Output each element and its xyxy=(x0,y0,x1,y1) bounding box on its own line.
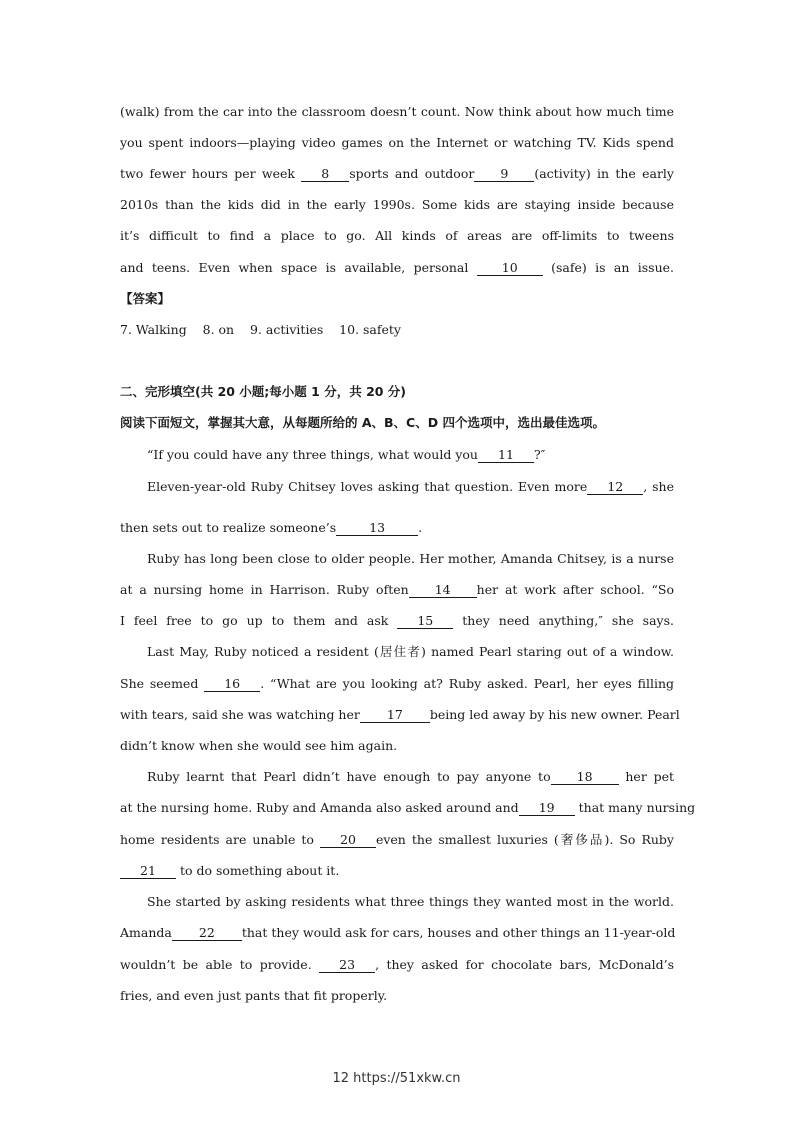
text-segment: they need anything,″ she says. xyxy=(453,613,675,628)
blank-18: 18 xyxy=(551,770,619,785)
text-segment: with tears, said she was watching her xyxy=(120,707,360,722)
passage-line: Last May, Ruby noticed a resident (居住者) named Pearl staring out of a window. xyxy=(147,644,674,659)
passage-line: you spent indoors—playing video games on the Internet or watching TV. Kids spend xyxy=(120,135,674,150)
blank-20: 20 xyxy=(320,833,376,848)
passage-line xyxy=(120,707,680,723)
passage-line xyxy=(120,832,674,848)
text-segment: She seemed xyxy=(120,676,205,691)
blank-15: 15 xyxy=(397,614,453,629)
section-instruction: 阅读下面短文，掌握其大意，从每题所给的 A、B、C、D 四个选项中，选出最佳选项。 xyxy=(120,415,605,430)
blank-19: 19 xyxy=(519,801,575,816)
passage-line xyxy=(120,925,674,941)
passage-line xyxy=(120,863,674,879)
passage-line: Ruby has long been close to older people. Her mother, Amanda Chitsey, is a nurse xyxy=(147,551,674,566)
blank-13: 13 xyxy=(336,521,418,536)
text-segment: Amanda xyxy=(120,925,172,940)
text-segment: home residents are unable to xyxy=(120,832,320,847)
text-segment: ?″ xyxy=(533,447,546,462)
text-segment: I feel free to go up to them and ask xyxy=(120,613,398,628)
passage-line xyxy=(120,582,674,598)
blank-21: 21 xyxy=(120,864,176,879)
text-segment: then sets out to realize someone’s xyxy=(120,520,337,535)
passage-line: (walk) from the car into the classroom doesn’t count. Now think about how much time xyxy=(120,104,674,119)
section-heading: 二、完形填空(共 20 小题;每小题 1 分，共 20 分) xyxy=(120,384,407,399)
text-segment: sports and outdoor xyxy=(349,166,475,181)
passage-line: 2010s than the kids did in the early 1990s. Some kids are staying inside because xyxy=(120,197,674,212)
passage-line: fries, and even just pants that fit properly. xyxy=(120,988,388,1003)
text-segment: (safe) is an issue. xyxy=(542,260,674,275)
passage-line xyxy=(120,520,674,536)
blank-17: 17 xyxy=(360,708,430,723)
passage-line xyxy=(147,769,674,785)
passage-line: She started by asking residents what three things they wanted most in the world. xyxy=(147,894,674,909)
blank-14: 14 xyxy=(409,583,477,598)
text-segment: that they would ask for cars, houses and other things an 11-year-old xyxy=(241,925,676,940)
blank-22: 22 xyxy=(172,926,242,941)
text-segment: at a nursing home in Harrison. Ruby often xyxy=(120,582,409,597)
passage-line xyxy=(120,800,696,816)
blank-12: 12 xyxy=(587,480,643,495)
text-segment: even the smallest luxuries (奢侈品). So Ruby xyxy=(375,832,674,847)
text-segment: her pet xyxy=(618,769,674,784)
passage-line xyxy=(147,479,674,495)
text-segment: “If you could have any three things, what would you xyxy=(147,447,478,462)
blank-8: 8 xyxy=(301,167,349,182)
blank-23: 23 xyxy=(319,958,375,973)
text-segment: to do something about it. xyxy=(176,863,340,878)
text-segment: . “What are you looking at? Ruby asked. Pearl, her eyes filling xyxy=(260,676,675,691)
blank-16: 16 xyxy=(204,677,260,692)
text-segment: and teens. Even when space is available, personal xyxy=(120,260,477,275)
answers-line: 7. Walking 8. on 9. activities 10. safety xyxy=(120,322,401,337)
text-segment: , she xyxy=(643,479,674,494)
passage-line xyxy=(147,447,674,463)
text-segment: two fewer hours per week xyxy=(120,166,302,181)
text-segment: wouldn’t be able to provide. xyxy=(120,957,320,972)
text-segment: (activity) in the early xyxy=(534,166,674,181)
passage-line xyxy=(120,260,674,276)
text-segment: Eleven-year-old Ruby Chitsey loves asking that question. Even more xyxy=(147,479,588,494)
passage-line: didn’t know when she would see him again. xyxy=(120,738,398,753)
passage-line: it’s difficult to find a place to go. All kinds of areas are off-limits to tweens xyxy=(120,228,674,243)
passage-line xyxy=(120,613,674,629)
answer-heading: 【答案】 xyxy=(120,291,171,306)
blank-10: 10 xyxy=(477,261,543,276)
passage-line xyxy=(120,676,674,692)
text-segment: . xyxy=(418,520,423,535)
text-segment: being led away by his new owner. Pearl xyxy=(429,707,680,722)
passage-line xyxy=(120,166,674,182)
text-segment: Ruby learnt that Pearl didn’t have enough to pay anyone to xyxy=(147,769,551,784)
blank-9: 9 xyxy=(474,167,534,182)
text-segment: that many nursing xyxy=(574,800,696,815)
passage-line xyxy=(120,957,674,973)
text-segment: , they asked for chocolate bars, McDonald’s xyxy=(375,957,674,972)
text-segment: at the nursing home. Ruby and Amanda also asked around and xyxy=(120,800,519,815)
blank-11: 11 xyxy=(478,448,534,463)
text-segment: her at work after school. “So xyxy=(476,582,675,597)
page-footer: 12 https://51xkw.cn xyxy=(332,1071,461,1086)
